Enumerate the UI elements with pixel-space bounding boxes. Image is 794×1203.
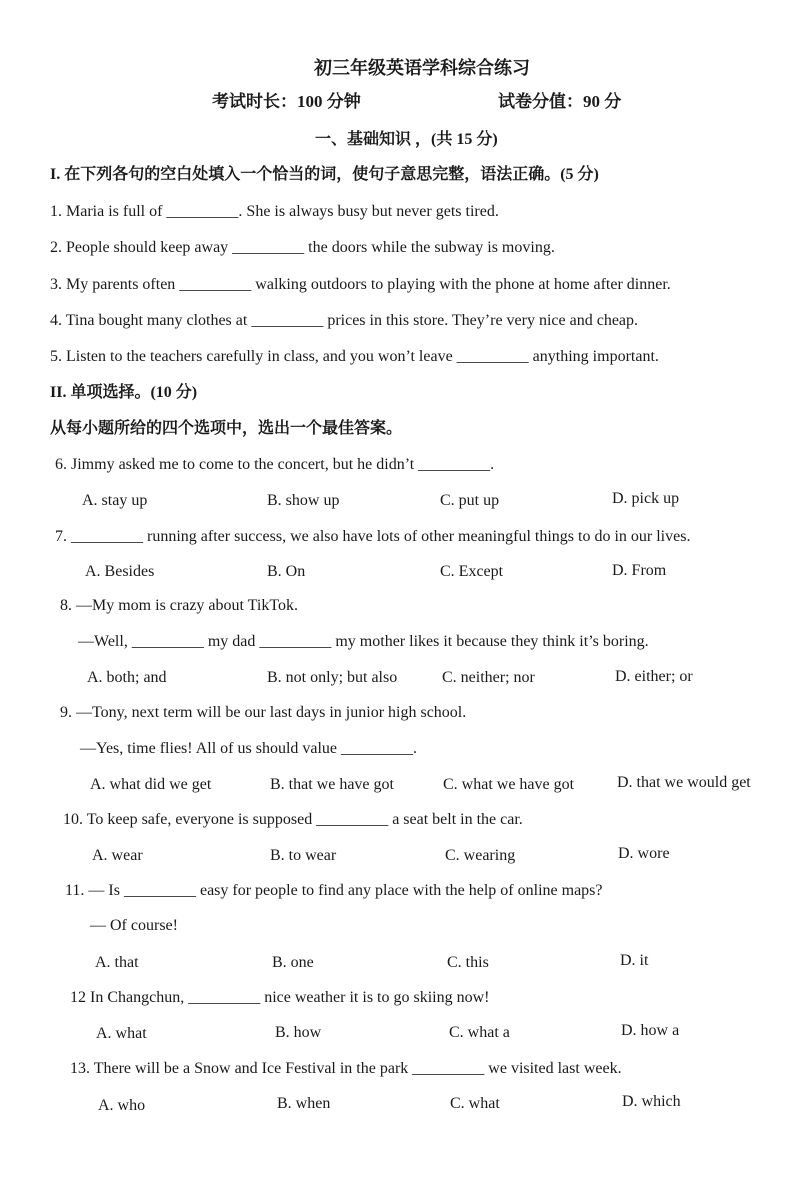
question-7-option-d: D. From xyxy=(612,562,667,579)
question-12-stem: 12 In Changchun, _________ nice weather it is to go skiing now! xyxy=(70,989,490,1006)
question-6-option-b: B. show up xyxy=(267,492,340,509)
question-7-option-c: C. Except xyxy=(440,563,504,580)
fill-question-3: 3. My parents often _________ walking outdoors to playing with the phone at home after dinner. xyxy=(50,276,671,293)
question-10-option-a: A. wear xyxy=(92,847,143,864)
exam-title: 初三年级英语学科综合练习 xyxy=(314,58,530,78)
question-13-stem: 13. There will be a Snow and Ice Festival in the park _________ we visited last week. xyxy=(70,1060,622,1077)
question-8-option-a: A. both; and xyxy=(87,669,167,686)
question-13-option-c: C. what xyxy=(450,1095,500,1112)
question-11-option-b: B. one xyxy=(272,954,314,971)
question-6-option-d: D. pick up xyxy=(612,490,680,507)
part-2-title: II. 单项选择。(10 分) xyxy=(50,384,198,401)
question-13-option-d: D. which xyxy=(622,1093,681,1110)
question-8-option-d: D. either; or xyxy=(615,668,693,685)
question-6-option-a: A. stay up xyxy=(82,492,148,509)
question-11-stem: 11. — Is _________ easy for people to find any place with the help of online maps? xyxy=(65,882,603,899)
question-13-option-a: A. who xyxy=(98,1097,146,1114)
question-7-stem: 7. _________ running after success, we also have lots of other meaningful things to do in our lives. xyxy=(55,528,691,545)
question-12-option-a: A. what xyxy=(96,1025,147,1042)
fill-question-2: 2. People should keep away _________ the doors while the subway is moving. xyxy=(50,239,555,256)
question-11-option-c: C. this xyxy=(447,954,489,971)
question-10-option-b: B. to wear xyxy=(270,847,337,864)
exam-total-score: 试卷分值：90 分 xyxy=(498,92,622,111)
question-8-stem: 8. —My mom is crazy about TikTok. xyxy=(60,597,298,614)
part-1-title: I. 在下列各句的空白处填入一个恰当的词，使句子意思完整，语法正确。(5 分) xyxy=(50,166,599,183)
question-9-stem: 9. —Tony, next term will be our last days in junior high school. xyxy=(60,704,467,721)
question-10-option-d: D. wore xyxy=(618,845,670,862)
question-8-option-b: B. not only; but also xyxy=(267,669,398,686)
question-7-option-b: B. On xyxy=(267,563,306,580)
question-12-option-b: B. how xyxy=(275,1024,322,1041)
question-10-option-c: C. wearing xyxy=(445,847,516,864)
question-10-stem: 10. To keep safe, everyone is supposed _________ a seat belt in the car. xyxy=(63,811,523,828)
question-7-option-a: A. Besides xyxy=(85,563,155,580)
question-12-option-c: C. what a xyxy=(449,1024,510,1041)
question-8-stem-2: —Well, _________ my dad _________ my mother likes it because they think it’s boring. xyxy=(78,633,649,650)
question-13-option-b: B. when xyxy=(277,1095,331,1112)
question-6-option-c: C. put up xyxy=(440,492,500,509)
question-11-stem-2: — Of course! xyxy=(90,917,178,934)
question-11-option-a: A. that xyxy=(95,954,139,971)
part-2-instruction: 从每小题所给的四个选项中，选出一个最佳答案。 xyxy=(50,420,403,437)
fill-question-5: 5. Listen to the teachers carefully in class, and you won’t leave _________ anything important. xyxy=(50,348,659,365)
question-6-stem: 6. Jimmy asked me to come to the concert, but he didn’t _________. xyxy=(55,456,495,473)
question-12-option-d: D. how a xyxy=(621,1022,680,1039)
question-9-option-b: B. that we have got xyxy=(270,776,394,793)
question-9-option-d: D. that we would get xyxy=(617,774,751,791)
fill-question-4: 4. Tina bought many clothes at _________ prices in this store. They’re very nice and cheap. xyxy=(50,312,639,329)
fill-question-1: 1. Maria is full of _________. She is always busy but never gets tired. xyxy=(50,203,499,220)
question-9-stem-2: —Yes, time flies! All of us should value _________. xyxy=(80,740,418,757)
question-9-option-a: A. what did we get xyxy=(90,776,212,793)
exam-duration: 考试时长：100 分钟 xyxy=(212,92,361,111)
section-1-title: 一、基础知识 ，(共 15 分) xyxy=(315,131,498,148)
question-11-option-d: D. it xyxy=(620,952,649,969)
question-8-option-c: C. neither; nor xyxy=(442,669,535,686)
question-9-option-c: C. what we have got xyxy=(443,776,575,793)
